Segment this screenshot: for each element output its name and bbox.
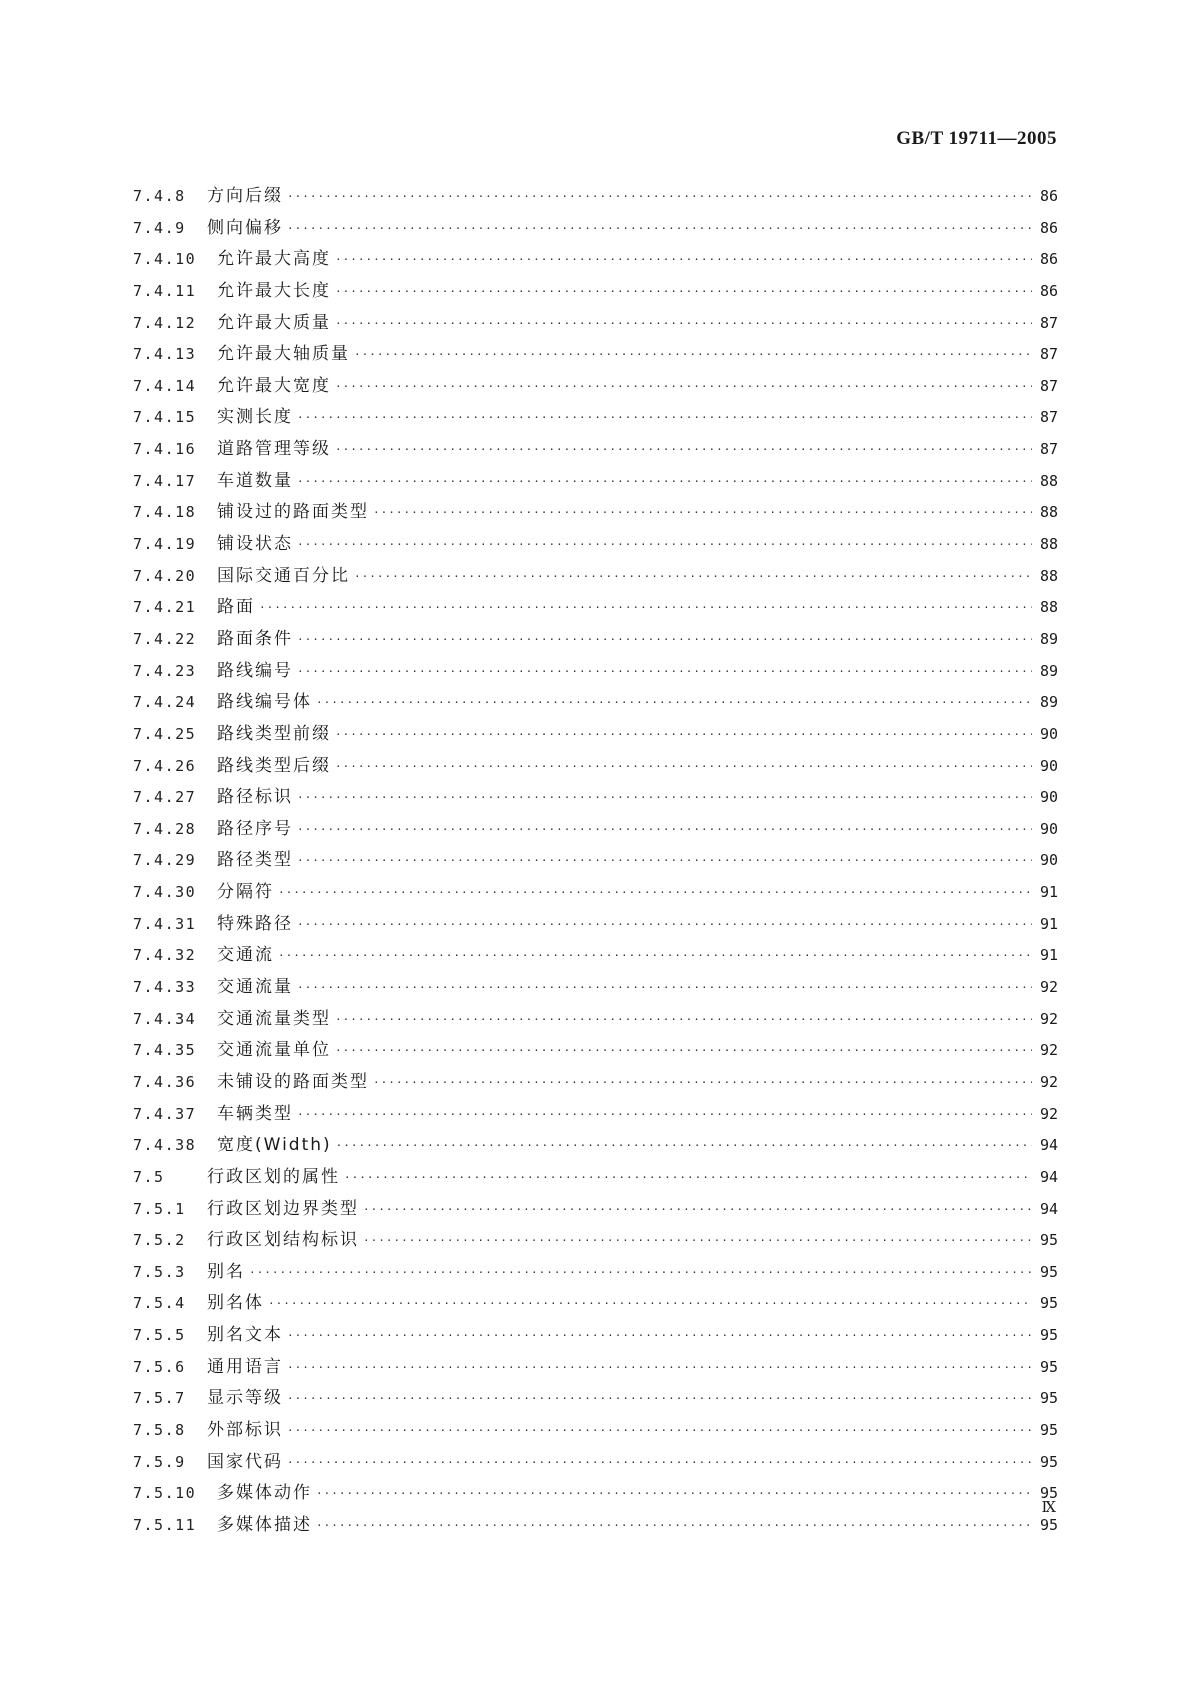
- toc-entry-number: 7.5.2: [133, 1231, 186, 1250]
- toc-entry[interactable]: [133, 276, 1058, 308]
- dot-leader: [297, 982, 1032, 993]
- toc-entry[interactable]: [133, 1004, 1058, 1036]
- toc-entry-title: 分隔符: [217, 882, 274, 903]
- toc-entry-page: 95: [1039, 1231, 1058, 1250]
- toc-entry-title: 路径标识: [217, 787, 293, 808]
- toc-entry[interactable]: [133, 181, 1058, 213]
- toc-entry[interactable]: [133, 877, 1058, 909]
- dot-leader: [354, 571, 1032, 582]
- toc-entry-number: 7.4.13: [133, 345, 197, 364]
- toc-entry-title: 交通流: [217, 945, 274, 966]
- toc-entry-page: 86: [1039, 281, 1058, 300]
- toc-entry[interactable]: [133, 1194, 1058, 1226]
- dot-leader: [373, 507, 1032, 518]
- toc-entry-number: 7.4.25: [133, 724, 197, 743]
- toc-entry-page: 92: [1039, 1041, 1058, 1060]
- toc-entry[interactable]: [133, 1257, 1058, 1289]
- toc-entry-number: 7.4.35: [133, 1041, 197, 1060]
- toc-entry-number: 7.4.29: [133, 851, 197, 870]
- toc-entry-title: 宽度(Width): [217, 1135, 332, 1156]
- toc-entry[interactable]: [133, 466, 1058, 498]
- dot-leader: [278, 950, 1032, 961]
- toc-entry[interactable]: [133, 782, 1058, 814]
- toc-entry-number: 7.4.15: [133, 408, 197, 427]
- dot-leader: [335, 318, 1032, 329]
- dot-leader: [363, 1204, 1032, 1215]
- standard-code: GB/T 19711—2005: [896, 128, 1057, 149]
- toc-entry-page: 95: [1039, 1389, 1058, 1408]
- toc-entry-number: 7.4.31: [133, 914, 197, 933]
- toc-entry-page: 86: [1039, 218, 1058, 237]
- toc-entry-title: 多媒体动作: [217, 1483, 312, 1504]
- dot-leader: [297, 634, 1032, 645]
- toc-entry-title: 铺设过的路面类型: [217, 502, 369, 523]
- toc-entry-page: 88: [1039, 471, 1058, 490]
- dot-leader: [287, 1425, 1032, 1436]
- toc-entry-title: 交通流量类型: [217, 1008, 331, 1029]
- toc-entry-page: 87: [1039, 376, 1058, 395]
- toc-entry-number: 7.4.28: [133, 819, 197, 838]
- dot-leader: [335, 381, 1032, 392]
- toc-entry-page: 94: [1039, 1167, 1058, 1186]
- toc-entry-title: 行政区划结构标识: [207, 1230, 359, 1251]
- toc-entry-title: 允许最大轴质量: [217, 344, 350, 365]
- toc-entry-title: 道路管理等级: [217, 439, 331, 460]
- toc-entry-page: 92: [1039, 1104, 1058, 1123]
- toc-entry-title: 路线编号: [217, 660, 293, 681]
- dot-leader: [335, 729, 1032, 740]
- toc-entry[interactable]: [133, 561, 1058, 593]
- toc-entry-page: 90: [1039, 819, 1058, 838]
- toc-entry-page: 88: [1039, 598, 1058, 617]
- toc-entry[interactable]: [133, 1225, 1058, 1257]
- toc-entry-title: 通用语言: [207, 1356, 283, 1377]
- toc-entry-page: 87: [1039, 313, 1058, 332]
- toc-entry[interactable]: [133, 972, 1058, 1004]
- dot-leader: [316, 697, 1032, 708]
- dot-leader: [344, 1172, 1032, 1183]
- toc-entry-page: 90: [1039, 756, 1058, 775]
- toc-entry-title: 路线编号体: [217, 692, 312, 713]
- dot-leader: [335, 1014, 1032, 1025]
- toc-entry-title: 铺设状态: [217, 534, 293, 555]
- dot-leader: [335, 761, 1032, 772]
- toc-entry[interactable]: [133, 529, 1058, 561]
- toc-entry-number: 7.4.37: [133, 1104, 197, 1123]
- dot-leader: [335, 286, 1032, 297]
- toc-entry[interactable]: [133, 1130, 1058, 1162]
- toc-entry[interactable]: [133, 624, 1058, 656]
- toc-entry-page: 88: [1039, 566, 1058, 585]
- toc-entry[interactable]: [133, 845, 1058, 877]
- dot-leader: [316, 1488, 1032, 1499]
- toc-entry-title: 显示等级: [207, 1388, 283, 1409]
- toc-entry-title: 方向后缀: [207, 186, 283, 206]
- toc-entry-page: 90: [1039, 788, 1058, 807]
- toc-entry-number: 7.4.38: [133, 1136, 197, 1155]
- dot-leader: [335, 1045, 1032, 1056]
- toc-entry-title: 车辆类型: [217, 1103, 293, 1124]
- toc-entry[interactable]: [133, 1383, 1058, 1415]
- toc-entry-number: 7.4.16: [133, 440, 197, 459]
- dot-leader: [287, 1362, 1032, 1373]
- toc-entry-number: 7.4.20: [133, 566, 197, 585]
- toc-entry-page: 92: [1039, 978, 1058, 997]
- dot-leader: [297, 412, 1032, 423]
- toc-entry-page: 95: [1039, 1452, 1058, 1471]
- dot-leader: [297, 792, 1032, 803]
- dot-leader: [373, 1077, 1032, 1088]
- toc-entry[interactable]: [133, 719, 1058, 751]
- toc-entry[interactable]: [133, 402, 1058, 434]
- dot-leader: [278, 887, 1032, 898]
- toc-entry-number: 7.5.6: [133, 1357, 186, 1376]
- toc-entry-number: 7.5.8: [133, 1420, 186, 1439]
- toc-entry-page: 90: [1039, 851, 1058, 870]
- toc-entry-title: 国家代码: [207, 1451, 283, 1472]
- dot-leader: [316, 1520, 1032, 1531]
- toc-entry-number: 7.4.34: [133, 1009, 197, 1028]
- toc-entry-page: 95: [1039, 1357, 1058, 1376]
- toc-entry-number: 7.5.4: [133, 1294, 186, 1313]
- toc-entry-title: 路径序号: [217, 818, 293, 839]
- toc-entry-page: 94: [1039, 1136, 1058, 1155]
- toc-entry-title: 交通流量: [217, 977, 293, 998]
- toc-entry-number: 7.4.30: [133, 883, 197, 902]
- toc-entry-title: 侧向偏移: [207, 217, 283, 238]
- dot-leader: [363, 1235, 1032, 1246]
- dot-leader: [297, 539, 1032, 550]
- dot-leader: [297, 824, 1032, 835]
- toc-entry-title: 多媒体描述: [217, 1514, 312, 1535]
- toc-entry-page: 88: [1039, 535, 1058, 554]
- toc-entry-title: 路径类型: [217, 850, 293, 871]
- dot-leader: [336, 1140, 1032, 1151]
- toc-entry-page: 86: [1039, 187, 1058, 205]
- toc-entry-title: 别名: [207, 1261, 245, 1282]
- toc-entry-page: 92: [1039, 1072, 1058, 1091]
- toc-entry-number: 7.4.17: [133, 471, 197, 490]
- toc-entry[interactable]: [133, 814, 1058, 846]
- toc-entry-number: 7.4.33: [133, 978, 197, 997]
- toc-entry[interactable]: [133, 1162, 1058, 1194]
- toc-entry[interactable]: [133, 1415, 1058, 1447]
- dot-leader: [259, 602, 1032, 613]
- dot-leader: [287, 1330, 1032, 1341]
- toc-entry-page: 86: [1039, 250, 1058, 269]
- toc-entry-page: 91: [1039, 883, 1058, 902]
- toc-entry-number: 7.4.26: [133, 756, 197, 775]
- toc-entry[interactable]: [133, 1067, 1058, 1099]
- toc-entry-number: 7.4.24: [133, 693, 197, 712]
- dot-leader: [249, 1267, 1032, 1278]
- toc-entry-title: 允许最大长度: [217, 280, 331, 301]
- toc-entry[interactable]: [133, 656, 1058, 688]
- toc-entry-number: 7.4.36: [133, 1072, 197, 1091]
- toc-entry-page: 95: [1039, 1515, 1058, 1534]
- toc-entry-number: 7.4.32: [133, 946, 197, 965]
- dot-leader: [297, 666, 1032, 677]
- dot-leader: [268, 1298, 1032, 1309]
- toc-entry-page: 89: [1039, 629, 1058, 648]
- toc-entry[interactable]: [133, 434, 1058, 466]
- page-number: Ⅸ: [1041, 1500, 1056, 1516]
- toc-entry-page: 91: [1039, 946, 1058, 965]
- toc-entry-number: 7.5.10: [133, 1484, 197, 1503]
- toc-entry[interactable]: [133, 213, 1058, 245]
- toc-entry-number: 7.4.21: [133, 598, 197, 617]
- toc-entry-title: 特殊路径: [217, 913, 293, 934]
- toc-entry-page: 95: [1039, 1420, 1058, 1439]
- toc-entry-title: 路线类型前缀: [217, 723, 331, 744]
- dot-leader: [287, 1457, 1032, 1468]
- dot-leader: [297, 1109, 1032, 1120]
- toc-entry-title: 路面条件: [217, 628, 293, 649]
- toc-entry[interactable]: [133, 1320, 1058, 1352]
- toc-entry-title: 未铺设的路面类型: [217, 1071, 369, 1092]
- toc-entry-page: 87: [1039, 440, 1058, 459]
- toc-entry-title: 别名体: [207, 1293, 264, 1314]
- toc-entry-title: 行政区划边界类型: [207, 1198, 359, 1219]
- toc-entry-number: 7.4.12: [133, 313, 197, 332]
- toc-entry-number: 7.4.19: [133, 535, 197, 554]
- dot-leader: [354, 349, 1032, 360]
- toc-entry-page: 95: [1039, 1484, 1058, 1503]
- toc-entry-number: 7.5.1: [133, 1199, 186, 1218]
- dot-leader: [335, 444, 1032, 455]
- toc-entry-number: 7.4.9: [133, 218, 186, 237]
- toc-entry[interactable]: [133, 1099, 1058, 1131]
- toc-entry-title: 外部标识: [207, 1419, 283, 1440]
- toc-entry-title: 允许最大高度: [217, 249, 331, 270]
- toc-entry-page: 95: [1039, 1326, 1058, 1345]
- dot-leader: [287, 191, 1032, 202]
- toc-entry-number: 7.4.10: [133, 250, 197, 269]
- toc-entry-number: 7.5.11: [133, 1515, 197, 1534]
- toc-entry-number: 7.4.8: [133, 187, 186, 205]
- toc-entry[interactable]: [133, 751, 1058, 783]
- toc-entry-title: 路面: [217, 597, 255, 618]
- dot-leader: [287, 223, 1032, 234]
- toc-entry-title: 路线类型后缀: [217, 755, 331, 776]
- toc-entry-page: 87: [1039, 345, 1058, 364]
- toc-entry-page: 89: [1039, 693, 1058, 712]
- toc-entry[interactable]: [133, 1288, 1058, 1320]
- toc-entry-page: 92: [1039, 1009, 1058, 1028]
- toc-entry-number: 7.4.27: [133, 788, 197, 807]
- dot-leader: [335, 254, 1032, 265]
- toc-entry[interactable]: [133, 339, 1058, 371]
- toc-entry-page: 91: [1039, 914, 1058, 933]
- dot-leader: [297, 919, 1032, 930]
- toc-entry-number: 7.5.5: [133, 1326, 186, 1345]
- toc-entry-number: 7.4.23: [133, 661, 197, 680]
- toc-entry-title: 国际交通百分比: [217, 565, 350, 586]
- toc-entry[interactable]: [133, 308, 1058, 340]
- toc-entry-title: 别名文本: [207, 1325, 283, 1346]
- toc-entry-number: 7.4.14: [133, 376, 197, 395]
- toc-entry-page: 89: [1039, 661, 1058, 680]
- toc-entry[interactable]: [133, 1447, 1058, 1479]
- toc-entry-title: 允许最大宽度: [217, 375, 331, 396]
- toc-entry-number: 7.5.3: [133, 1262, 186, 1281]
- table-of-contents: [133, 181, 1058, 1542]
- toc-entry[interactable]: [133, 909, 1058, 941]
- toc-entry-number: 7.5: [133, 1167, 165, 1186]
- toc-entry[interactable]: [133, 1035, 1058, 1067]
- toc-entry-number: 7.5.9: [133, 1452, 186, 1471]
- toc-entry[interactable]: [133, 244, 1058, 276]
- toc-entry-page: 88: [1039, 503, 1058, 522]
- toc-entry-title: 行政区划的属性: [207, 1166, 340, 1187]
- toc-entry-page: 87: [1039, 408, 1058, 427]
- toc-entry[interactable]: [133, 687, 1058, 719]
- toc-entry[interactable]: [133, 1478, 1058, 1510]
- toc-entry-title: 交通流量单位: [217, 1040, 331, 1061]
- toc-entry-page: 95: [1039, 1262, 1058, 1281]
- toc-entry-page: 94: [1039, 1199, 1058, 1218]
- toc-entry[interactable]: [133, 497, 1058, 529]
- toc-entry-page: 95: [1039, 1294, 1058, 1313]
- toc-entry[interactable]: [133, 1352, 1058, 1384]
- toc-entry[interactable]: [133, 1510, 1058, 1542]
- toc-entry[interactable]: [133, 371, 1058, 403]
- toc-entry[interactable]: [133, 940, 1058, 972]
- toc-entry-number: 7.5.7: [133, 1389, 186, 1408]
- toc-entry-number: 7.4.18: [133, 503, 197, 522]
- toc-entry-number: 7.4.11: [133, 281, 197, 300]
- dot-leader: [297, 855, 1032, 866]
- toc-entry[interactable]: [133, 592, 1058, 624]
- dot-leader: [297, 476, 1032, 487]
- toc-entry-title: 实测长度: [217, 407, 293, 428]
- toc-entry-page: 90: [1039, 724, 1058, 743]
- toc-entry-title: 车道数量: [217, 470, 293, 491]
- toc-entry-title: 允许最大质量: [217, 312, 331, 333]
- toc-entry-number: 7.4.22: [133, 629, 197, 648]
- dot-leader: [287, 1393, 1032, 1404]
